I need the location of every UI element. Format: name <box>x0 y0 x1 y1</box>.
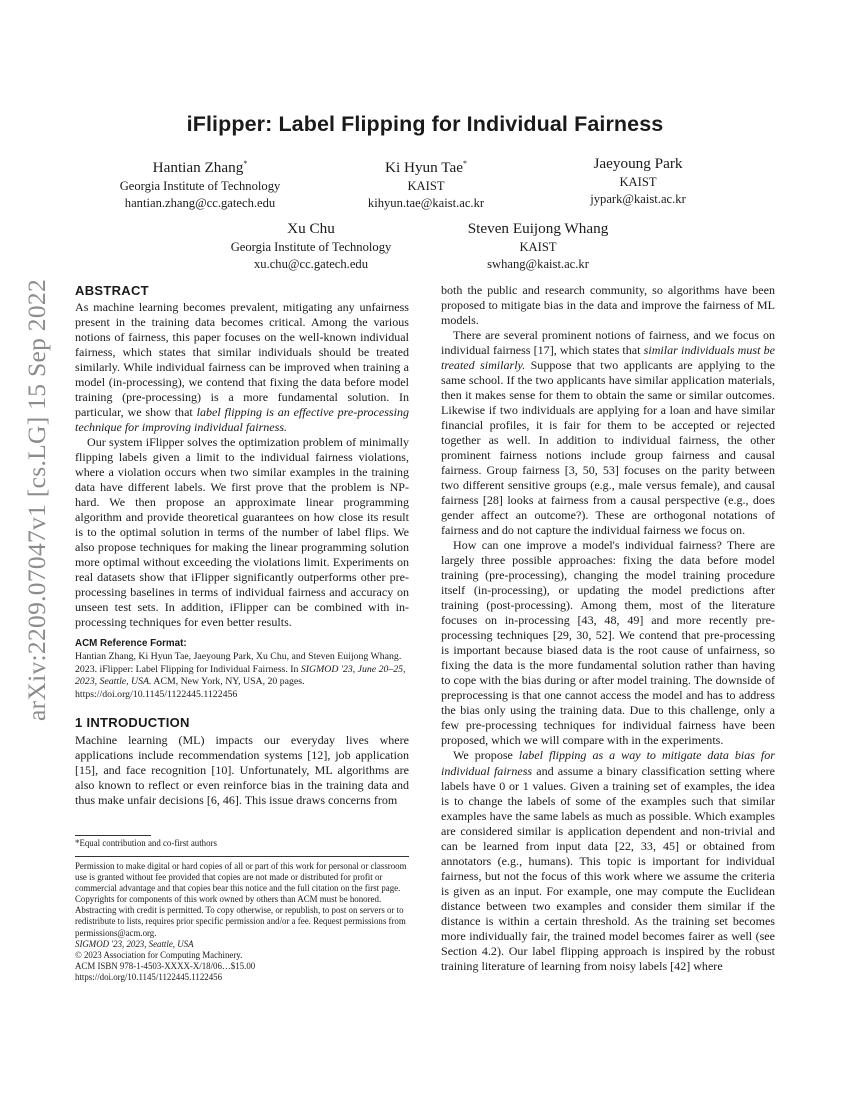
abstract-paragraph-1: As machine learning becomes prevalent, mitigating any unfairness present in the training data becomes critical. Among the various notions of fairness, this paper focuses on the well-known individual fairness, which states that similar individuals should be treated similarly. While individual fairness can be improved when training a model (in-processing), we contend that fixing the data before model training (pre-processing) is a more fundamental solution. In particular, we show that label flipping is an effective pre-processing technique for improving individual fairness. <box>75 300 409 435</box>
right-column <box>441 283 775 974</box>
author-mark: * <box>462 159 467 168</box>
author-affiliation: KAIST <box>619 175 657 189</box>
author-email: swhang@kaist.ac.kr <box>487 257 589 271</box>
venue: SIGMOD '23, 2023, Seattle, USA <box>75 938 194 949</box>
permission-text: Permission to make digital or hard copies of all or part of this work for personal or classroom use is granted without fee provided that copies are not made or distributed for profit or commercial advantage and that copies bear this notice and the full citation on the first page. Copyrights for components of this work owned by others than ACM must be honored. Abstracting with credit is permitted. To copy otherwise, or republish, to post on servers or to redistribute to lists, requires prior specific permission and/or a fee. Request permissions from permissions@acm.org. <box>75 861 407 938</box>
permission-block <box>75 861 411 983</box>
author-block-3 <box>508 154 768 208</box>
author-email: jypark@kaist.ac.kr <box>590 192 686 206</box>
abstract-heading: ABSTRACT <box>75 283 149 298</box>
introduction-heading: 1 INTRODUCTION <box>75 715 190 730</box>
introduction-paragraph-1: Machine learning (ML) impacts our everyday lives where applications include recommendation systems [12], job application [15], and face recognition [10]. Unfortunately, ML algorithms are also known to reflect or even reinforce bias in the training data and thus make unfair decisions [6, 46]. This issue draws concerns from <box>75 733 409 808</box>
author-mark: * <box>243 159 248 168</box>
footnote: *Equal contribution and co-first authors <box>75 838 217 848</box>
arxiv-stamp <box>12 280 62 720</box>
author-name: Hantian Zhang <box>152 159 244 177</box>
author-name: Jaeyoung Park <box>593 155 683 172</box>
author-block-5 <box>408 219 668 273</box>
right-paragraph-2: There are several prominent notions of fairness, and we focus on individual fairness [17], which states that similar individuals must be treated similarly. Suppose that two applicants are applying to the same school. If the two applicants have similar application materials, then it makes sense for them to obtain the same or similar outcomes. Likewise if two individuals are applying for a loan and have similar financial profiles, it is fair for them to be accepted or rejected together as well. In addition to individual fairness, the other prominent fairness notions include group fairness and causal fairness. Group fairness [3, 50, 53] focuses on the parity between two different sensitive groups (e.g., male versus female), and causal fairness [28] looks at fairness from a causal perspective (e.g., does gender affect an outcome?). These are orthogonal notations of fairness and do not capture the individual fairness we focus on. <box>441 328 775 538</box>
author-email: kihyun.tae@kaist.ac.kr <box>367 196 485 211</box>
right-paragraph-4: We propose label flipping as a way to mitigate data bias for individual fairness and assume a binary classification setting where labels have 0 or 1 values. Given a training set of examples, the idea is to change the labels of some of the examples such that similar examples have the same labels as much as possible. Which examples are considered similar is application dependent and non-trivial and can be learned from input data [22, 33, 45] or obtained from annotators (e.g., humans). This topic is important for individual fairness, but not the focus of this work where we assume the criteria is given as an input. For example, one may compute the Euclidean distance between two examples and consider them similar if the distance is within a certain threshold. As the training set becomes more individually fair, the trained model becomes fairer as well (see Section 4.2). Our label flipping approach is inspired by the robust training literature of learning from noisy labels [42] where <box>441 748 775 973</box>
author-email: xu.chu@cc.gatech.edu <box>253 257 369 271</box>
left-column <box>75 283 409 808</box>
right-paragraph-1: both the public and research community, so algorithms have been proposed to mitigate bias in the data and improve the fairness of ML models. <box>441 283 775 328</box>
permission-rule <box>75 856 409 857</box>
acm-reference-text: Hantian Zhang, Ki Hyun Tae, Jaeyoung Park, Xu Chu, and Steven Euijong Whang. 2023. iFlipper: Label Flipping for Individual Fairness. In SIGMOD '23, June 20–25, 2023, Seattle, USA. ACM, New York, NY, USA, 20 pages. https://doi.org/10.1145/1122445.1122456 <box>75 651 406 700</box>
author-affiliation: Georgia Institute of Technology <box>119 179 281 194</box>
copyright: © 2023 Association for Computing Machinery. <box>75 949 243 960</box>
paper-title: iFlipper: Label Flipping for Individual Fairness <box>186 112 664 136</box>
acm-reference-heading: ACM Reference Format: <box>75 638 187 650</box>
author-affiliation: KAIST <box>519 240 557 254</box>
author-name: Xu Chu <box>287 220 335 237</box>
footnote-rule <box>75 835 151 836</box>
author-name: Steven Euijong Whang <box>467 220 609 237</box>
author-block-4 <box>181 219 441 273</box>
author-email: hantian.zhang@cc.gatech.edu <box>124 196 276 211</box>
author-affiliation: Georgia Institute of Technology <box>230 240 392 254</box>
author-block-1 <box>70 154 330 212</box>
author-name: Ki Hyun Tae <box>385 159 463 177</box>
abstract-paragraph-2: Our system iFlipper solves the optimization problem of minimally flipping labels given a limit to the individual fairness violations, where a violation occurs when two similar examples in the training data have different labels. We first prove that the problem is NP-hard. We then propose an approximate linear programming algorithm and provide theoretical guarantees on how close its result is to the optimal solution in terms of the number of label flips. We also propose techniques for making the linear programming solution more optimal without exceeding the violations limit. Experiments on real datasets show that iFlipper significantly outperforms other pre-processing baselines in terms of individual fairness and accuracy on unseen test sets. In addition, iFlipper can be combined with in-processing techniques for even better results. <box>75 435 409 630</box>
arxiv-stamp-text: arXiv:2209.07047v1 [cs.LG] 15 Sep 2022 <box>22 278 51 722</box>
isbn: ACM ISBN 978-1-4503-XXXX-X/18/06…$15.00 <box>75 960 256 971</box>
doi: https://doi.org/10.1145/1122445.1122456 <box>75 971 223 982</box>
right-paragraph-3: How can one improve a model's individual fairness? There are largely three possible approaches: fixing the data before model training (pre-processing), changing the model training procedure itself (in-processing), or updating the model predictions after training (post-processing). Among them, most of the literature focuses on in-processing [43, 48, 49] and more recently pre-processing techniques [29, 30, 52]. We contend that pre-processing is important because biased data is the root cause of unfairness, so fixing the data is the more fundamental solution rather than having to cope with the bias during or after model training. The downside of preprocessing is that one cannot access the model and has to address the bias only using the training data. Due to this challenge, only a few pre-processing techniques for individual fairness have been proposed, which we will compare with in the experiments. <box>441 538 775 748</box>
author-affiliation: KAIST <box>407 179 445 194</box>
